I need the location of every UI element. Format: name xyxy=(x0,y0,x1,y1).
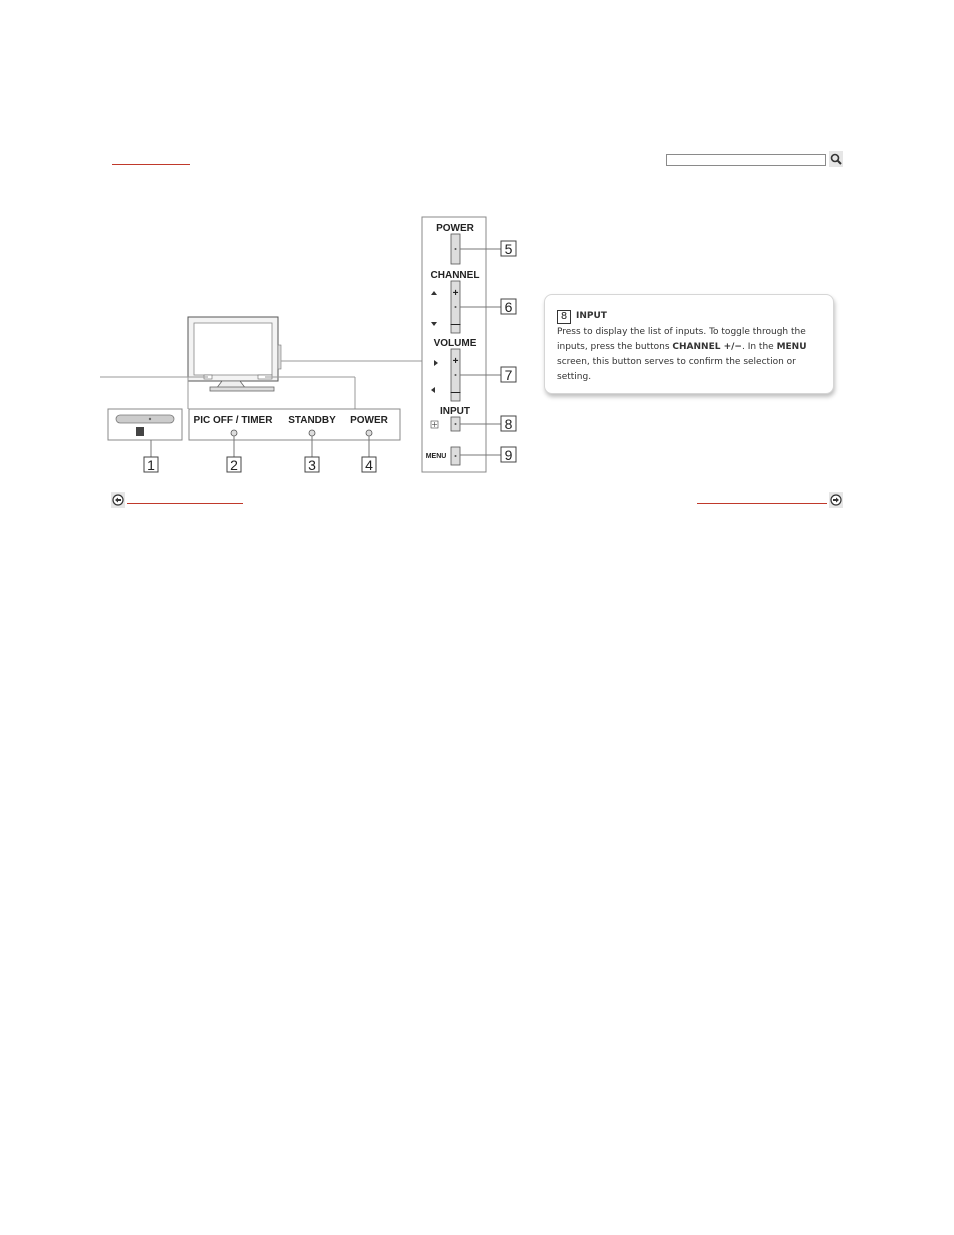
next-link[interactable] xyxy=(697,503,827,504)
channel-plus-label: + xyxy=(452,288,459,299)
front-indicator-panel xyxy=(189,409,400,440)
callout-3: 3 xyxy=(308,457,316,473)
input-button-label: INPUT xyxy=(440,406,470,417)
tooltip-bold-1: CHANNEL +/− xyxy=(672,342,742,352)
prev-link[interactable] xyxy=(127,503,243,504)
arrow-left-icon[interactable] xyxy=(111,492,125,508)
power-indicator-label: POWER xyxy=(350,415,388,426)
callout-6: 6 xyxy=(504,299,513,315)
tooltip-bold-2: MENU xyxy=(776,342,807,352)
search-icon[interactable] xyxy=(829,151,843,167)
callout-4: 4 xyxy=(365,457,373,473)
tv-illustration xyxy=(188,317,281,391)
tooltip-body xyxy=(557,325,821,385)
callout-1: 1 xyxy=(147,457,155,473)
tooltip-text-2: . In the xyxy=(741,342,777,352)
side-control-panel xyxy=(422,217,486,472)
tv-controls-diagram xyxy=(100,205,530,485)
tooltip-text-3: screen, this button serves to confirm the selection or setting. xyxy=(557,357,796,382)
callout-9: 9 xyxy=(504,447,513,463)
volume-minus-label: — xyxy=(450,387,461,398)
channel-button-label: CHANNEL xyxy=(430,270,480,281)
menu-button-label: MENU xyxy=(425,453,447,460)
volume-plus-label: + xyxy=(452,356,459,367)
callout-2: 2 xyxy=(230,457,238,473)
tooltip-text-1: Press to display the list of inputs. To toggle through the inputs, press the buttons xyxy=(557,327,806,352)
tooltip-title: INPUT xyxy=(576,311,607,321)
callout-5: 5 xyxy=(504,241,513,257)
volume-button-label: VOLUME xyxy=(433,338,477,349)
power-button-label: POWER xyxy=(436,223,474,234)
top-link[interactable] xyxy=(112,164,190,165)
search-input[interactable] xyxy=(666,154,826,166)
input-tooltip xyxy=(544,294,834,394)
standby-label: STANDBY xyxy=(288,415,336,426)
arrow-right-icon[interactable] xyxy=(829,492,843,508)
tooltip-number: 8 xyxy=(557,310,571,324)
callout-7: 7 xyxy=(504,367,513,383)
tooltip-header xyxy=(557,309,821,324)
remote-sensor-panel xyxy=(108,409,182,440)
pic-off-timer-label: PIC OFF / TIMER xyxy=(193,415,273,426)
channel-minus-label: — xyxy=(450,319,461,330)
callout-8[interactable]: 8 xyxy=(504,416,513,432)
